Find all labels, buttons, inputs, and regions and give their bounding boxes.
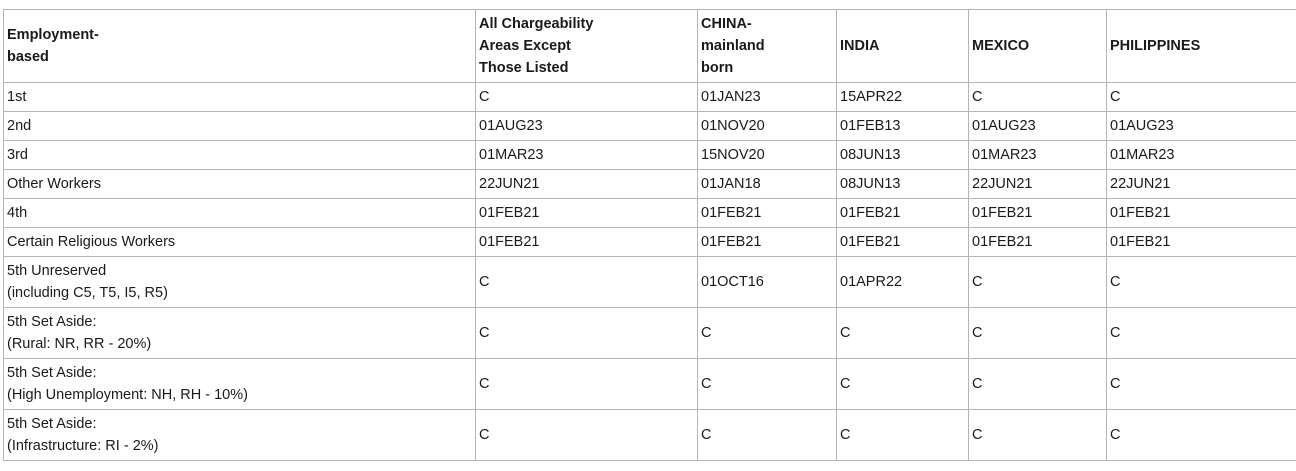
table-row <box>4 199 1296 228</box>
cell-philippines: C <box>1107 308 1296 359</box>
cell-india: 01FEB21 <box>837 228 969 257</box>
cell-philippines: 01FEB21 <box>1107 228 1296 257</box>
cell-all-chargeability: 01AUG23 <box>476 112 698 141</box>
cell-india: 08JUN13 <box>837 141 969 170</box>
cell-china: C <box>698 410 837 461</box>
table-row <box>4 308 1296 359</box>
table-row <box>4 228 1296 257</box>
cell-india: C <box>837 308 969 359</box>
row-category: 1st <box>4 83 476 112</box>
table-row <box>4 141 1296 170</box>
cell-mexico: C <box>969 359 1107 410</box>
cell-mexico: C <box>969 410 1107 461</box>
cell-india: 01FEB21 <box>837 199 969 228</box>
table-header-row <box>4 10 1296 83</box>
cell-mexico: 01FEB21 <box>969 228 1107 257</box>
cell-philippines: 22JUN21 <box>1107 170 1296 199</box>
cell-all-chargeability: C <box>476 308 698 359</box>
row-category: Other Workers <box>4 170 476 199</box>
cell-all-chargeability: C <box>476 359 698 410</box>
column-header-philippines: PHILIPPINES <box>1107 10 1296 83</box>
cell-china: 15NOV20 <box>698 141 837 170</box>
cell-india: 08JUN13 <box>837 170 969 199</box>
table-container <box>3 9 1296 461</box>
cell-all-chargeability: C <box>476 83 698 112</box>
cell-china: 01OCT16 <box>698 257 837 308</box>
cell-philippines: C <box>1107 257 1296 308</box>
table-row <box>4 112 1296 141</box>
cell-all-chargeability: 22JUN21 <box>476 170 698 199</box>
column-header-employment-based: Employment- based <box>4 10 476 83</box>
row-category: Certain Religious Workers <box>4 228 476 257</box>
row-category: 5th Set Aside: (High Unemployment: NH, RH - 10%) <box>4 359 476 410</box>
row-category: 2nd <box>4 112 476 141</box>
cell-mexico: C <box>969 83 1107 112</box>
cell-all-chargeability: 01MAR23 <box>476 141 698 170</box>
cell-mexico: 01AUG23 <box>969 112 1107 141</box>
cell-mexico: 01MAR23 <box>969 141 1107 170</box>
table-row <box>4 257 1296 308</box>
cell-china: 01FEB21 <box>698 199 837 228</box>
table-row <box>4 170 1296 199</box>
cell-china: 01JAN18 <box>698 170 837 199</box>
cell-china: 01NOV20 <box>698 112 837 141</box>
cell-philippines: C <box>1107 359 1296 410</box>
row-category: 5th Set Aside: (Infrastructure: RI - 2%) <box>4 410 476 461</box>
visa-bulletin-table <box>3 9 1296 461</box>
cell-china: C <box>698 359 837 410</box>
cell-philippines: 01MAR23 <box>1107 141 1296 170</box>
cell-all-chargeability: 01FEB21 <box>476 199 698 228</box>
cell-mexico: C <box>969 257 1107 308</box>
cell-philippines: C <box>1107 410 1296 461</box>
row-category: 5th Set Aside: (Rural: NR, RR - 20%) <box>4 308 476 359</box>
cell-all-chargeability: C <box>476 410 698 461</box>
column-header-india: INDIA <box>837 10 969 83</box>
cell-mexico: 22JUN21 <box>969 170 1107 199</box>
row-category: 5th Unreserved (including C5, T5, I5, R5) <box>4 257 476 308</box>
cell-india: 01FEB13 <box>837 112 969 141</box>
row-category: 4th <box>4 199 476 228</box>
cell-all-chargeability: 01FEB21 <box>476 228 698 257</box>
table-row <box>4 359 1296 410</box>
cell-india: C <box>837 410 969 461</box>
column-header-mexico: MEXICO <box>969 10 1107 83</box>
cell-philippines: C <box>1107 83 1296 112</box>
cell-philippines: 01FEB21 <box>1107 199 1296 228</box>
cell-china: 01FEB21 <box>698 228 837 257</box>
column-header-china: CHINA- mainland born <box>698 10 837 83</box>
cell-india: 15APR22 <box>837 83 969 112</box>
table-row <box>4 83 1296 112</box>
cell-india: C <box>837 359 969 410</box>
cell-mexico: 01FEB21 <box>969 199 1107 228</box>
cell-china: 01JAN23 <box>698 83 837 112</box>
cell-mexico: C <box>969 308 1107 359</box>
table-row <box>4 410 1296 461</box>
cell-india: 01APR22 <box>837 257 969 308</box>
cell-philippines: 01AUG23 <box>1107 112 1296 141</box>
cell-china: C <box>698 308 837 359</box>
column-header-all-chargeability: All Chargeability Areas Except Those Listed <box>476 10 698 83</box>
row-category: 3rd <box>4 141 476 170</box>
cell-all-chargeability: C <box>476 257 698 308</box>
